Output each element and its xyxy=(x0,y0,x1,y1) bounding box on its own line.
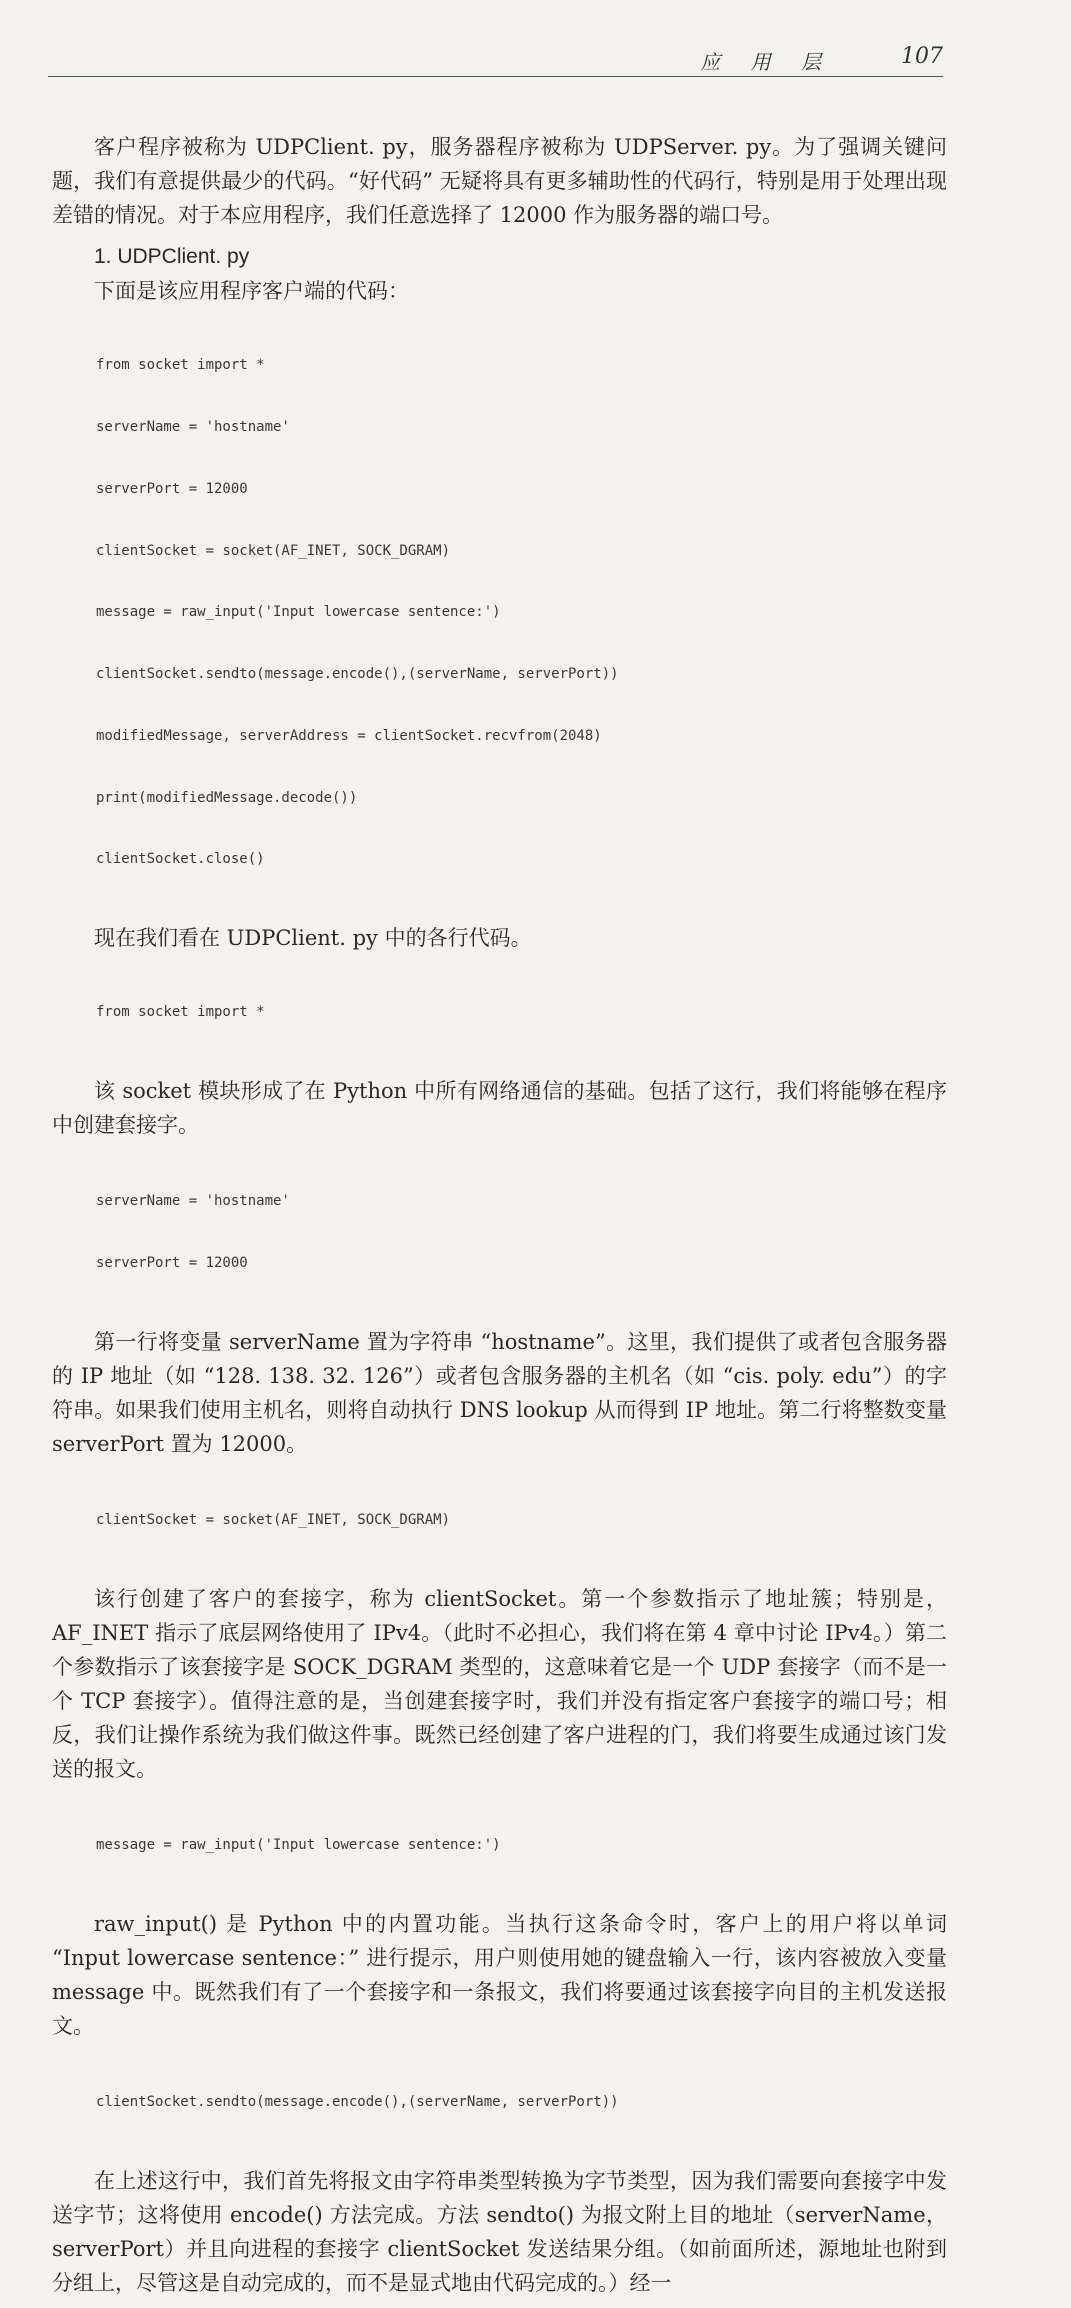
servername-paragraph: 第一行将变量 serverName 置为字符串 “hostname”。这里，我们提供了或者包含服务器的 IP 地址（如 “128. 138. 32. 126”）或者包含服务器的主机名（如 “cis. poly. edu”）的字符串。如果我们使用主机名，则将自动执行 DNS lookup 从而得到 IP 地址。第二行将整数变量 serverPort 置为 12000。 xyxy=(52,1329,947,1456)
code-line: modifiedMessage, serverAddress = clientSocket.recvfrom(2048) xyxy=(96,727,602,744)
client-socket-paragraph: 该行创建了客户的套接字，称为 clientSocket。第一个参数指示了地址簇；特别是，AF_INET 指示了底层网络使用了 IPv4。（此时不必担心，我们将在第 4 章中讨论 IPv4。）第二个参数指示了该套接字是 SOCK_DGRAM 类型的，这意味着它是一个 UDP 套接字（而不是一个 TCP 套接字）。值得注意的是，当创建套接字时，我们并没有指定客户套接字的端口号；相反，我们让操作系统为我们做这件事。既然已经创建了客户进程的门，我们将要生成通过该门发送的报文。 xyxy=(52,1586,947,1781)
code-line: print(modifiedMessage.decode()) xyxy=(96,789,358,806)
code-line: from socket import * xyxy=(96,1004,265,1021)
code-line: message = raw_input('Input lowercase sentence:') xyxy=(96,604,501,621)
code-line: serverPort = 12000 xyxy=(96,1255,248,1272)
socket-module-paragraph: 该 socket 模块形成了在 Python 中所有网络通信的基础。包括了这行，我们将能够在程序中创建套接字。 xyxy=(52,1079,947,1138)
code-snippet-sendto xyxy=(52,2051,947,2154)
code-snippet-socket xyxy=(52,1469,947,1572)
code-line: clientSocket.sendto(message.encode(),(serverName, serverPort)) xyxy=(96,666,619,683)
code-snippet-server xyxy=(52,1150,947,1315)
code-line: clientSocket.sendto(message.encode(),(serverName, serverPort)) xyxy=(96,2094,619,2111)
code-line: from socket import * xyxy=(96,357,265,374)
code-snippet-message xyxy=(52,1794,947,1897)
code-line: serverName = 'hostname' xyxy=(96,418,290,435)
code-line: message = raw_input('Input lowercase sentence:') xyxy=(96,1837,501,1854)
walkthrough-intro: 现在我们看在 UDPClient. py 中的各行代码。 xyxy=(94,926,532,951)
intro-paragraph: 客户程序被称为 UDPClient. py，服务器程序被称为 UDPServer. py。为了强调关键问题，我们有意提供最少的代码。“好代码” 无疑将具有更多辅助性的代码行，特别是用于处理出现差错的情况。对于本应用程序，我们任意选择了 12000 作为服务器的端口号。 xyxy=(52,135,947,227)
section-subheading: 1. UDPClient. py xyxy=(94,245,250,268)
running-header xyxy=(48,42,943,77)
code-snippet-import xyxy=(52,961,947,1064)
page-number: 107 xyxy=(901,44,943,69)
header-section-title: 应 用 层 xyxy=(700,50,833,74)
code-lead-in: 下面是该应用程序客户端的代码： xyxy=(94,279,409,303)
page-body xyxy=(52,130,947,2308)
code-line: serverName = 'hostname' xyxy=(96,1193,290,1210)
sendto-paragraph: 在上述这行中，我们首先将报文由字符串类型转换为字节类型，因为我们需要向套接字中发送字节；这将使用 encode() 方法完成。方法 sendto() 为报文附上目的地址（serverName，serverPort）并且向进程的套接字 clientSocket 发送结果分组。（如前面所述，源地址也附到分组上，尽管这是自动完成的，而不是显式地由代码完成的。）经一 xyxy=(52,2168,947,2295)
code-line: serverPort = 12000 xyxy=(96,480,248,497)
code-line: clientSocket = socket(AF_INET, SOCK_DGRAM) xyxy=(96,542,451,559)
code-line: clientSocket.close() xyxy=(96,851,265,868)
code-block-main xyxy=(52,314,947,911)
raw-input-paragraph: raw_input() 是 Python 中的内置功能。当执行这条命令时，客户上的用户将以单词 “Input lowercase sentence：” 进行提示，用户则使用她的键盘输入一行，该内容被放入变量 message 中。既然我们有了一个套接字和一条报文，我们将要通过该套接字向目的主机发送报文。 xyxy=(52,1911,947,2038)
code-line: clientSocket = socket(AF_INET, SOCK_DGRAM) xyxy=(96,1512,451,1529)
